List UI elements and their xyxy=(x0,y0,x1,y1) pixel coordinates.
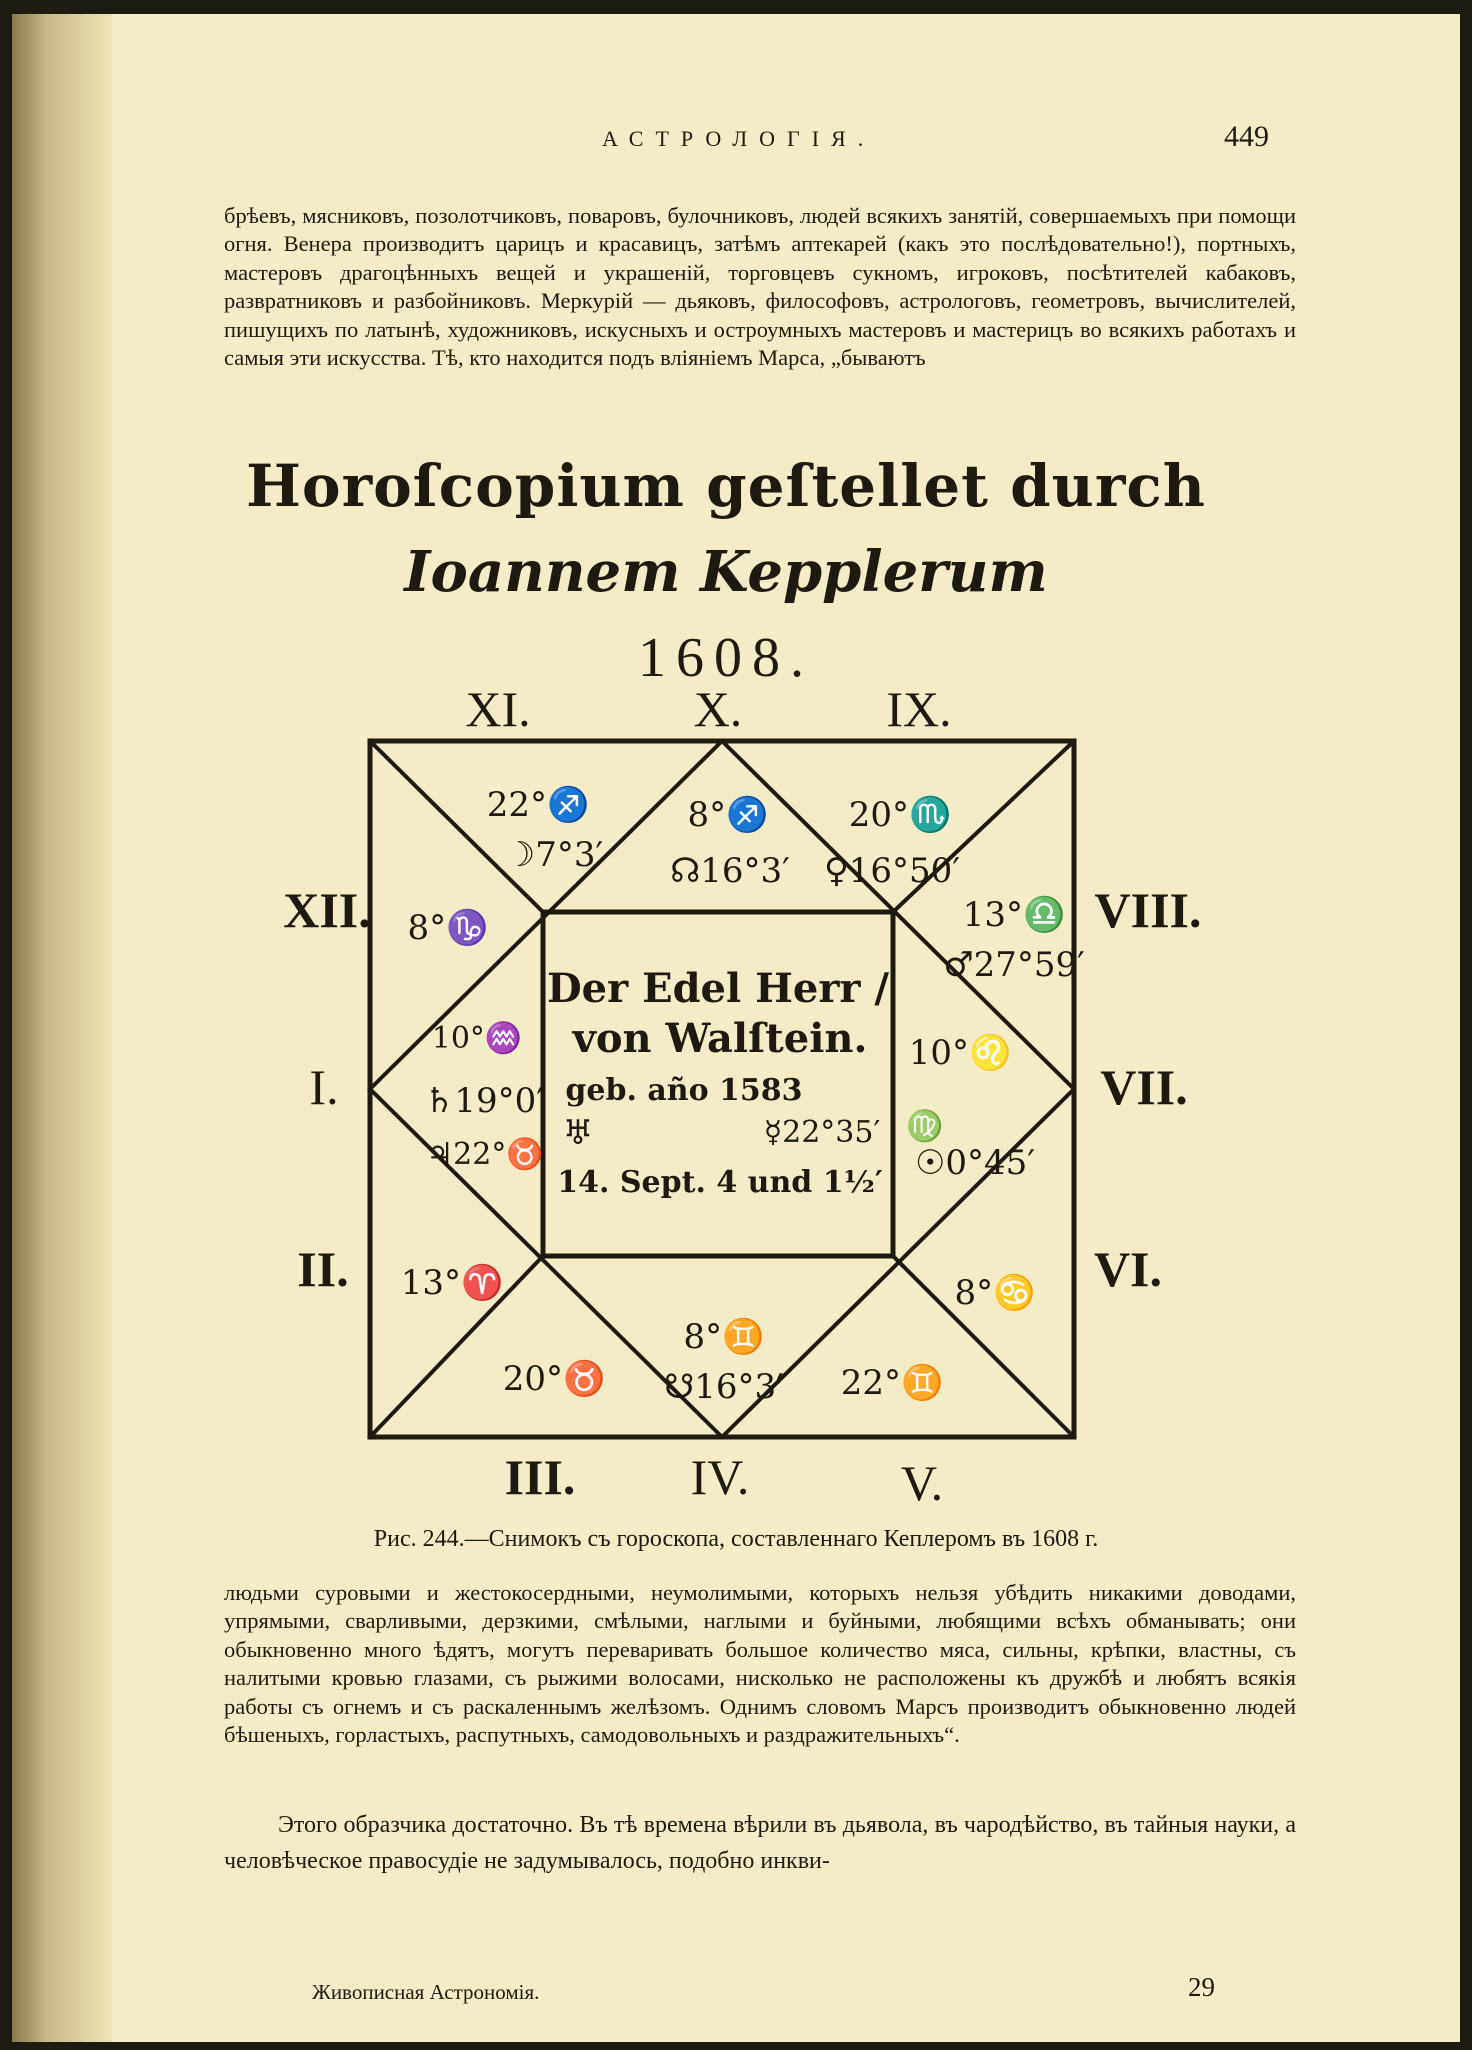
paragraph-last: Этого образчика достаточно. Въ тѣ времена вѣрили въ дьявола, въ чародѣйство, въ тайныя науки, а человѣческое правосудіе не задумывалось, подобно инкви- xyxy=(224,1812,1296,1874)
cell-h7-line2: ♍ xyxy=(906,1109,944,1144)
cell-h1-line1: 10°♒ xyxy=(431,1021,523,1056)
cell-h1-line3: ♃22°♉ xyxy=(426,1137,544,1172)
house-label-i: I. xyxy=(309,1059,339,1115)
house-label-vii: VII. xyxy=(1100,1059,1188,1115)
house-label-xii: XII. xyxy=(283,882,371,938)
cell-h5: 22°♊ xyxy=(840,1363,944,1403)
book-page xyxy=(12,14,1460,2042)
page-number: 449 xyxy=(1224,120,1269,153)
center-line1: Der Edel Herr / xyxy=(546,965,890,1012)
cell-h11-line1: 22°♐ xyxy=(486,785,590,825)
center-line5: 14. Sept. 4 und 1½′ xyxy=(557,1165,883,1200)
center-line3: geb. año 1583 xyxy=(565,1073,803,1108)
cell-h7-line1: 10°♌ xyxy=(908,1033,1012,1073)
paragraph-bottom: людьми суровыми и жестокосердными, неумолимыми, которыхъ нельзя убѣдить никакими доводами, упрямыми, сварливыми, дерзкими, смѣлыми, наглыми и буйными, любящими всѣхъ обманывать; они обыкновенно много ѣдятъ, могутъ переваривать большое количество мяса, сильны, крѣпки, властны, съ налитыми кровью глазами, съ рыжими волосами, нисколько не расположены къ дружбѣ и любятъ всякія работы съ огнемъ и съ раскаленнымъ желѣзомъ. Однимъ словомъ Марсъ производитъ обыкновенно людей бѣшеныхъ, горластыхъ, распутныхъ, самодовольныхъ и раздражительныхъ“. xyxy=(224,1580,1296,1748)
figure-caption: Рис. 244.—Снимокъ съ гороскопа, составленнаго Кеплеромъ въ 1608 г. xyxy=(373,1526,1099,1552)
cell-h4-line1: 8°♊ xyxy=(683,1317,765,1357)
footer-book-title: Живописная Астрономія. xyxy=(312,1980,540,2004)
figure-title-line1: Horoſcopium geſtellet durch xyxy=(246,452,1206,520)
figure-title-line2: Ioannem Kepplerum xyxy=(404,539,1048,605)
paragraph-top: брѣевъ, мясниковъ, позолотчиковъ, поваровъ, булочниковъ, людей всякихъ занятій, совершаемыхъ при помощи огня. Венера производитъ царицъ и красавицъ, затѣмъ аптекарей (какъ это послѣдовательно!), портныхъ, мастеровъ драгоцѣнныхъ вещей и украшеній, торговцевъ сукномъ, игроковъ, посѣтителей кабаковъ, развратниковъ и разбойниковъ. Меркурій — дьяковъ, философовъ, астрологовъ, геометровъ, вычислителей, пишущихъ по латынѣ, художниковъ, искусныхъ и остроумныхъ мастеровъ и мастерицъ во всякихъ работахъ и самыя эти искусства. Тѣ, кто находится подъ вліяніемъ Марса, „бываютъ xyxy=(224,203,1296,371)
cell-h3: 20°♉ xyxy=(502,1359,606,1399)
house-label-iii: III. xyxy=(504,1449,576,1505)
cell-h11-line2: ☽7°3′ xyxy=(504,835,604,875)
house-label-ix: IX. xyxy=(886,681,952,737)
cell-h10-line1: 8°♐ xyxy=(687,795,769,835)
house-label-xi: XI. xyxy=(465,681,531,737)
footer-signature: 29 xyxy=(1188,1972,1215,2002)
center-neptune: ♅ xyxy=(562,1113,594,1153)
cell-h9-line2: ♀16°50′ xyxy=(823,851,961,891)
house-label-x: X. xyxy=(693,681,743,737)
cell-h8-line1: 13°♎ xyxy=(962,895,1066,935)
house-label-viii: VIII. xyxy=(1094,882,1202,938)
house-label-iv: IV. xyxy=(690,1449,750,1505)
figure-title-line3: 1608. xyxy=(638,627,814,689)
house-label-ii: II. xyxy=(297,1241,349,1297)
cell-h9-line1: 20°♏ xyxy=(848,795,952,835)
center-mercury: ☿22°35′ xyxy=(763,1115,881,1150)
cell-h4-line2: ☋16°3′ xyxy=(664,1367,784,1407)
cell-h12: 8°♑ xyxy=(407,908,489,948)
cell-h10-line2: ☊16°3′ xyxy=(670,851,790,891)
running-head-title: АСТРОЛОГІЯ. xyxy=(602,126,876,151)
cell-h7-line3: ☉0°45′ xyxy=(914,1143,1036,1183)
house-label-v: V. xyxy=(900,1455,944,1511)
cell-h8-line2: ♂27°59′ xyxy=(943,945,1085,985)
house-label-vi: VI. xyxy=(1093,1241,1163,1297)
center-line2: von Walſtein. xyxy=(572,1015,868,1062)
cell-h2: 13°♈ xyxy=(400,1263,504,1303)
cell-h1-line2: ♄19°0′ xyxy=(423,1081,545,1121)
cell-h6: 8°♋ xyxy=(954,1273,1036,1313)
